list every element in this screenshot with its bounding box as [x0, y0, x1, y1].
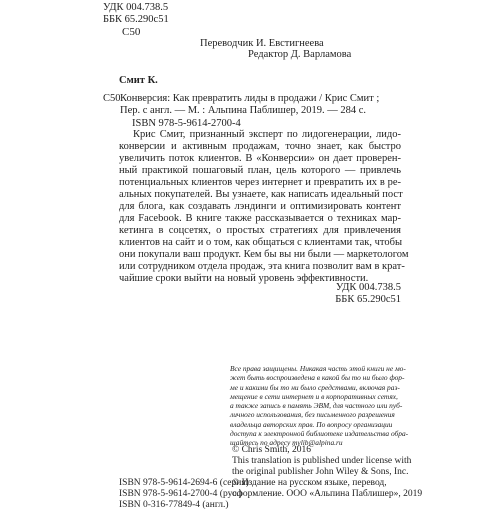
annotation-line: потенциальных клиентов через интернет и превратить их в ре-	[119, 177, 401, 188]
bbk-code: ББК 65.290с51	[335, 294, 401, 305]
rights-line: щайтесь по адресу mylib@alpina.ru	[230, 438, 343, 448]
record-classification	[335, 282, 401, 306]
copyright-line: This translation is published under license with	[232, 456, 412, 466]
author-mark-header: С50	[122, 26, 141, 38]
annotation-line: увеличить поток клиентов. В «Конверсии» он дает проверен-	[119, 153, 401, 164]
copyright-line: оформление. ООО «Альпина Паблишер», 2019	[232, 489, 423, 499]
annotation-line: ный практикой пошаговый план, цель которого — привлечь	[119, 165, 401, 176]
author-mark-record: С50	[103, 93, 121, 104]
isbn-series: ISBN 978-5-9614-2694-6 (серия)	[119, 478, 249, 488]
rights-line: доступа к электронной библиотеке издательства обра-	[230, 429, 409, 439]
translator-credit: Переводчик И. Евстигнеева	[200, 38, 324, 49]
isbn-english: ISBN 0-316-77849-4 (англ.)	[119, 500, 229, 510]
rights-notice	[230, 364, 409, 448]
copyright-line: © Издание на русском языке, перевод,	[232, 478, 387, 488]
copyright-block	[232, 445, 422, 500]
rights-line: жет быть воспроизведена в какой бы то ни было фор-	[230, 373, 405, 383]
isbn-list	[119, 478, 249, 511]
editor-credit: Редактор Д. Варламова	[248, 49, 352, 60]
udk-code: УДК 004.738.5	[335, 282, 401, 293]
rights-line: ме и какими бы то ни было средствами, включая раз-	[230, 382, 400, 392]
bibliographic-description	[120, 93, 379, 117]
annotation-line: они покупали ваш продукт. Кем бы вы ни были — маркетологом	[119, 249, 409, 260]
annotation-line: чайшие сроки выйти на новый уровень эффективности.	[119, 273, 369, 284]
isbn-russian: ISBN 978-5-9614-2700-4 (рус.)	[119, 489, 243, 499]
header-classification	[103, 2, 169, 26]
copyright-line: © Chris Smith, 2016	[232, 445, 312, 455]
rights-line: личного использования, без письменного разрешения	[230, 410, 395, 420]
bib-line: Конверсия: Как превратить лиды в продажи / Крис Смит ;	[120, 93, 380, 104]
record-isbn: ISBN 978-5-9614-2700-4	[132, 118, 241, 129]
copyright-line: the original publisher John Wiley & Sons, Inc.	[232, 467, 409, 477]
bib-line: Пер. с англ. — М. : Альпина Паблишер, 2019. — 284 с.	[120, 105, 367, 116]
rights-line: владельца авторских прав. По вопросу организации	[230, 419, 393, 429]
annotation-line: кетинга в соцсетях, о простых стратегиях для привлечения	[119, 225, 401, 236]
annotation-line: клиентов на сайт и о том, как общаться с клиентами так, чтобы	[119, 237, 403, 248]
rights-line: а также запись в память ЭВМ, для частного или пуб-	[230, 401, 403, 411]
annotation-line: альных покупателей. Вы узнаете, как написать идеальный пост	[119, 189, 403, 200]
udk-code: УДК 004.738.5	[103, 2, 169, 13]
bbk-code: ББК 65.290с51	[103, 14, 169, 25]
annotation-line: для блога, как создавать лэндинги и оптимизировать контент	[119, 201, 401, 212]
annotation-line: для Facebook. В книге также рассказывается о техниках мар-	[119, 213, 401, 224]
author-heading: Смит К.	[119, 75, 158, 86]
annotation-line: или сотрудником отдела продаж, эта книга позволит вам в крат-	[119, 261, 405, 272]
annotation-line: конверсии и активным продажам, точно знает, как быстро	[119, 141, 401, 152]
annotation	[119, 129, 409, 285]
annotation-line: Крис Смит, признанный эксперт по лидогенерации, лидо-	[133, 129, 401, 140]
rights-line: Все права защищены. Никакая часть этой книги не мо-	[230, 364, 406, 373]
rights-line: мещение в сети интернет и в корпоративных сетях,	[230, 391, 398, 401]
